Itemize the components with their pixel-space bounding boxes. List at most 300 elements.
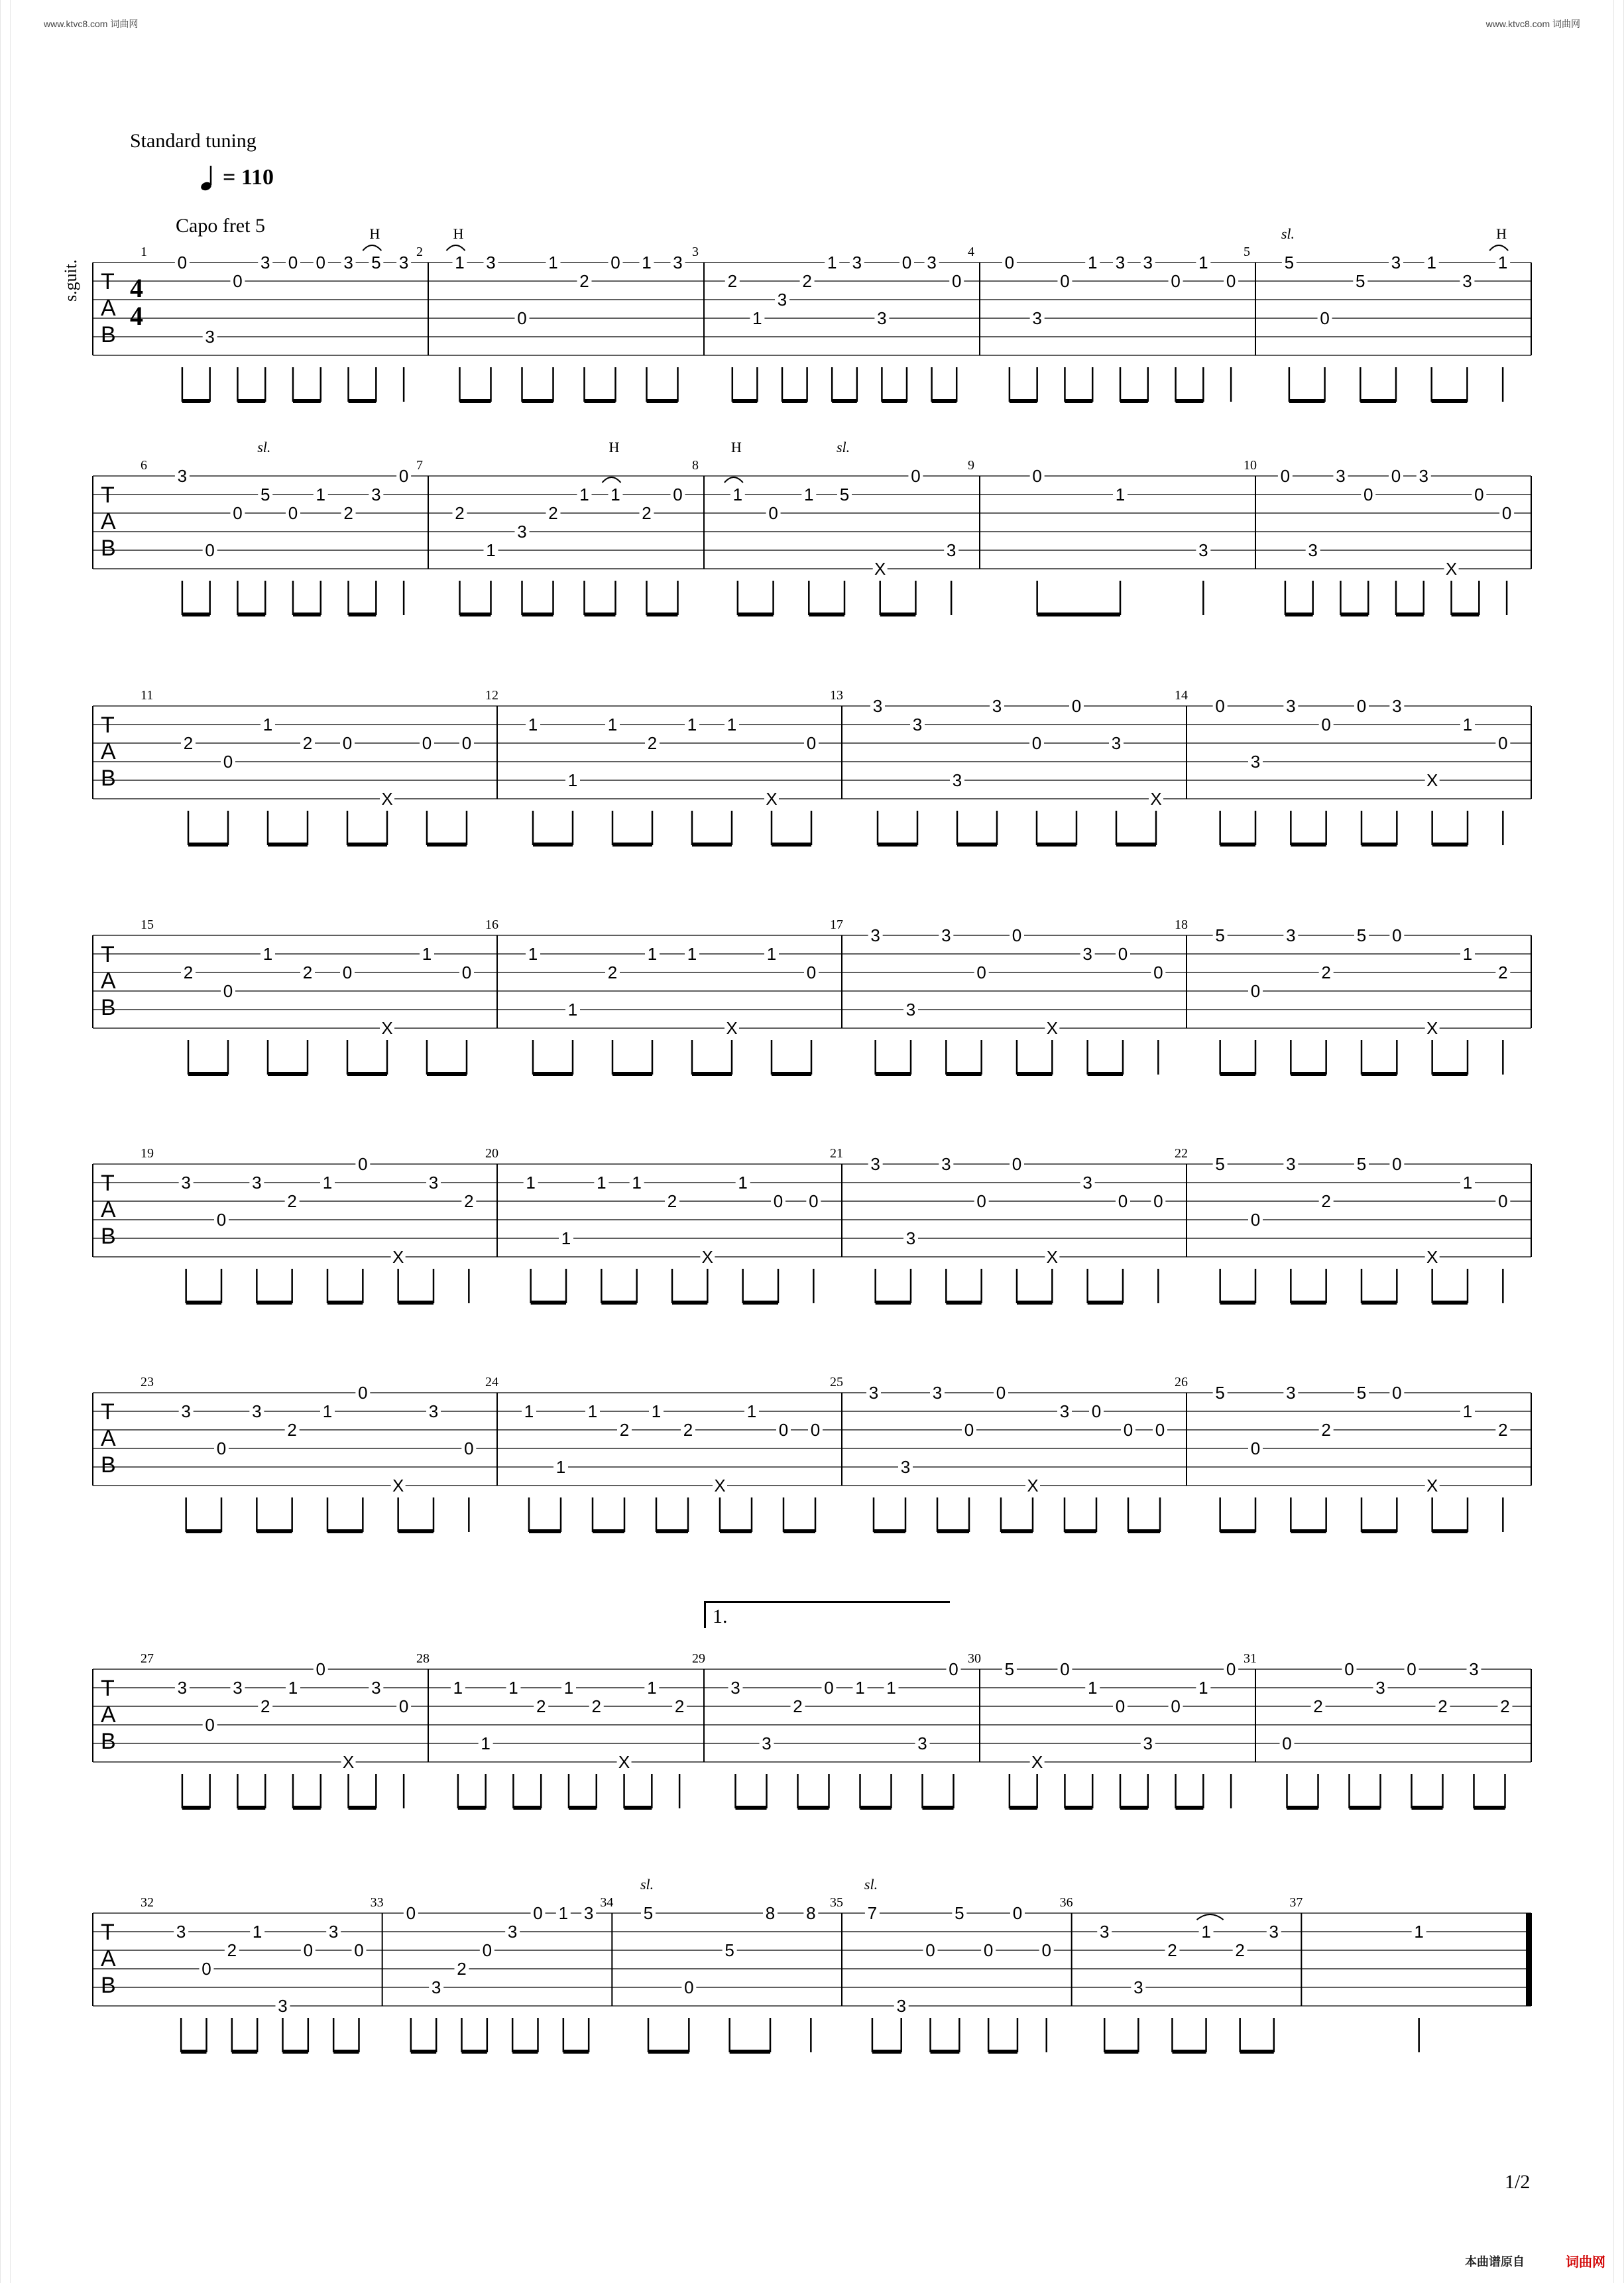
- measure-number: 10: [1244, 458, 1257, 473]
- slur-arc: [363, 245, 381, 251]
- fret-number: 2: [607, 963, 618, 982]
- fret-number: 0: [205, 540, 215, 560]
- beam: [730, 2050, 770, 2054]
- beam: [832, 399, 857, 403]
- beam: [237, 613, 265, 616]
- fret-number: 0: [684, 1977, 694, 1997]
- measure-number: 6: [141, 458, 147, 473]
- fret-number: 2: [591, 1696, 602, 1716]
- fret-number: 0: [303, 1940, 314, 1960]
- fret-number: 1: [579, 485, 589, 504]
- beam: [624, 1806, 652, 1810]
- fret-number: 0: [1032, 466, 1042, 486]
- fret-number: 0: [1155, 1420, 1165, 1440]
- beam: [1240, 2050, 1274, 2054]
- fret-number: 3: [900, 1457, 911, 1477]
- measure-number: 29: [692, 1651, 705, 1666]
- beam: [186, 1529, 221, 1533]
- tab-clef-letter: T: [101, 1676, 115, 1701]
- tab-system-svg: [93, 1876, 1531, 2074]
- fret-number: 3: [507, 1922, 518, 1942]
- fret-number: 5: [260, 485, 270, 504]
- muted-note: X: [714, 1476, 726, 1495]
- fret-number: 1: [647, 1678, 657, 1698]
- fret-number: 2: [1321, 963, 1331, 982]
- fret-number: 1: [855, 1678, 865, 1698]
- left-margin-strip: [0, 0, 11, 2283]
- fret-number: 3: [1462, 271, 1472, 291]
- fret-number: 5: [1284, 253, 1295, 272]
- fret-number: 3: [517, 522, 527, 542]
- fret-number: 3: [428, 1401, 439, 1421]
- fret-number: 0: [202, 1959, 211, 1979]
- beam: [462, 2050, 487, 2054]
- tab-system: [93, 439, 1531, 636]
- beam: [569, 1806, 597, 1810]
- beam: [188, 1072, 228, 1076]
- fret-number: 3: [328, 1922, 339, 1942]
- measure-number: 20: [485, 1146, 498, 1161]
- beam: [692, 843, 732, 847]
- beam: [738, 613, 774, 616]
- fret-number: 3: [992, 696, 1002, 716]
- fret-number: 1: [597, 1173, 607, 1193]
- beam: [585, 399, 616, 403]
- fret-number: 3: [398, 253, 409, 272]
- beam: [427, 1072, 467, 1076]
- beam: [327, 1301, 363, 1305]
- beam: [1065, 1529, 1096, 1533]
- muted-note: X: [342, 1752, 355, 1772]
- fret-number: 2: [464, 1191, 474, 1211]
- fret-number: 3: [1375, 1678, 1385, 1698]
- beam: [232, 2050, 257, 2054]
- fret-number: 3: [176, 1922, 186, 1942]
- beam: [1220, 1072, 1255, 1076]
- fret-number: 2: [1313, 1696, 1323, 1716]
- beam: [522, 399, 553, 403]
- fret-number: 0: [1392, 1383, 1402, 1403]
- tab-clef-letter: A: [101, 1197, 116, 1222]
- beam: [736, 1806, 767, 1810]
- fret-number: 2: [302, 733, 313, 753]
- fret-number: 1: [766, 944, 777, 964]
- fret-number: 0: [1004, 253, 1015, 272]
- fret-number: 2: [1321, 1191, 1331, 1211]
- fret-number: 0: [316, 253, 326, 272]
- fret-number: 0: [1123, 1420, 1133, 1440]
- beam: [932, 399, 957, 403]
- header-left-site[interactable]: www.ktvc8.com 词曲网: [44, 19, 139, 29]
- beam: [188, 843, 228, 847]
- fret-number: 3: [1392, 696, 1402, 716]
- fret-number: 1: [524, 1401, 534, 1421]
- beam: [783, 1529, 815, 1533]
- beam: [398, 1301, 434, 1305]
- fret-number: 3: [896, 1996, 906, 2016]
- fret-number: 3: [181, 1401, 191, 1421]
- fret-number: 2: [1498, 963, 1508, 982]
- first-ending-label: 1.: [713, 1606, 728, 1627]
- measure-number: 11: [141, 688, 154, 703]
- first-ending-bracket: [704, 1601, 950, 1628]
- beam: [257, 1301, 292, 1305]
- fret-number: 0: [464, 1438, 474, 1458]
- footer-source-label: 本曲谱原自: [1465, 2255, 1525, 2268]
- tab-clef-letter: A: [101, 739, 116, 764]
- fret-number: 0: [233, 271, 243, 291]
- beam: [1128, 1529, 1160, 1533]
- fret-number: 0: [406, 1903, 416, 1923]
- tab-clef-letter: A: [101, 509, 116, 534]
- fret-number: 3: [1111, 733, 1122, 753]
- fret-number: 0: [342, 733, 353, 753]
- beam: [182, 613, 210, 616]
- muted-note: X: [1426, 1247, 1438, 1267]
- fret-number: 1: [567, 1000, 578, 1020]
- fret-number: 0: [205, 1715, 215, 1735]
- tab-clef-letter: T: [101, 269, 115, 294]
- fret-number: 0: [1474, 485, 1484, 504]
- beam: [460, 399, 491, 403]
- fret-number: 3: [431, 1977, 441, 1997]
- fret-number: 5: [1356, 925, 1367, 945]
- right-margin-strip: [1613, 0, 1624, 2283]
- fret-number: 1: [555, 1457, 566, 1477]
- measure-number: 30: [968, 1651, 981, 1666]
- fret-number: 3: [1198, 540, 1208, 560]
- fret-number: 3: [1032, 308, 1042, 328]
- tempo-value: = 110: [223, 165, 274, 190]
- tab-clef-letter: T: [101, 483, 115, 508]
- fret-number: 0: [398, 1696, 409, 1716]
- fret-number: 1: [642, 253, 652, 272]
- tab-clef-letter: A: [101, 1426, 116, 1451]
- beam: [182, 399, 210, 403]
- fret-number: 0: [996, 1383, 1006, 1403]
- measure-number: 25: [830, 1375, 843, 1389]
- fret-number: 3: [583, 1903, 594, 1923]
- instrument-label: s.guit.: [61, 259, 80, 302]
- tab-clef-letter: T: [101, 713, 115, 738]
- beam: [1432, 1072, 1468, 1076]
- tab-system-svg: [93, 688, 1531, 866]
- fret-number: 1: [1087, 253, 1098, 272]
- fret-number: 8: [765, 1903, 776, 1923]
- measure-number: 9: [968, 458, 974, 473]
- fret-number: 3: [1286, 1154, 1296, 1174]
- fret-number: 3: [1269, 1922, 1279, 1942]
- fret-number: 1: [567, 770, 578, 790]
- tab-clef-letter: B: [101, 1452, 116, 1478]
- tab-clef-letter: A: [101, 296, 116, 321]
- fret-number: 3: [1059, 1401, 1070, 1421]
- measure-number: 2: [416, 245, 423, 259]
- hammer-on-mark: H: [453, 225, 464, 242]
- fret-number: 1: [886, 1678, 896, 1698]
- fret-number: 0: [1321, 715, 1331, 734]
- beam: [923, 1806, 954, 1810]
- fret-number: 2: [1500, 1696, 1510, 1716]
- fret-number: 3: [371, 1678, 381, 1698]
- beam: [1104, 2050, 1138, 2054]
- fret-number: 3: [260, 253, 270, 272]
- fret-number: 0: [976, 963, 986, 982]
- fret-number: 3: [946, 540, 957, 560]
- beam: [782, 399, 807, 403]
- fret-number: 0: [1356, 696, 1367, 716]
- beam: [268, 843, 308, 847]
- fret-number: 0: [964, 1420, 974, 1440]
- fret-number: 0: [911, 466, 921, 486]
- fret-number: 0: [233, 503, 243, 523]
- fret-number: 1: [1198, 1678, 1208, 1698]
- fret-number: 1: [548, 253, 558, 272]
- fret-number: 2: [579, 271, 589, 291]
- beam: [512, 2050, 538, 2054]
- fret-number: 3: [917, 1733, 927, 1753]
- quarter-note-icon: [200, 164, 216, 191]
- fret-number: 1: [1462, 1401, 1473, 1421]
- fret-number: 0: [398, 466, 409, 486]
- fret-number: 0: [949, 1659, 958, 1679]
- fret-number: 3: [1099, 1922, 1110, 1942]
- beam: [327, 1529, 363, 1533]
- measure-number: 31: [1244, 1651, 1257, 1666]
- beam: [1362, 1529, 1397, 1533]
- fret-number: 0: [1012, 925, 1022, 945]
- fret-number: 2: [183, 963, 194, 982]
- slur-arc: [447, 245, 465, 251]
- beam: [1120, 1806, 1148, 1810]
- fret-number: 1: [687, 715, 697, 734]
- fret-number: 7: [867, 1903, 878, 1923]
- fret-number: 3: [927, 253, 937, 272]
- beam: [798, 1806, 829, 1810]
- fret-number: 3: [1419, 466, 1429, 486]
- fret-number: 1: [1462, 1173, 1473, 1193]
- fret-number: 2: [1235, 1940, 1245, 1960]
- beam: [1360, 399, 1396, 403]
- fret-number: 1: [732, 485, 743, 504]
- fret-number: 3: [852, 253, 862, 272]
- fret-number: 0: [1250, 1438, 1261, 1458]
- tab-system: [93, 917, 1531, 1096]
- beam: [1362, 1072, 1397, 1076]
- fret-number: 2: [1498, 1420, 1508, 1440]
- fret-number: 1: [738, 1173, 748, 1193]
- fret-number: 3: [912, 715, 923, 734]
- beam: [957, 843, 997, 847]
- header-right-site[interactable]: www.ktvc8.com 词曲网: [1485, 19, 1580, 29]
- measure-number: 17: [830, 917, 843, 932]
- fret-number: 0: [1280, 466, 1291, 486]
- slide-mark: sl.: [640, 1876, 654, 1893]
- beam: [257, 1529, 292, 1533]
- fret-number: 0: [806, 733, 817, 753]
- fret-number: 1: [526, 1173, 536, 1193]
- fret-number: 1: [647, 944, 658, 964]
- fret-number: 8: [806, 1903, 816, 1923]
- fret-number: 1: [1462, 715, 1473, 734]
- beam: [1010, 1806, 1037, 1810]
- beam: [988, 2050, 1017, 2054]
- slide-mark: sl.: [837, 439, 850, 455]
- fret-number: 0: [517, 308, 527, 328]
- fret-number: 3: [762, 1733, 772, 1753]
- fret-number: 3: [1133, 1977, 1143, 1997]
- tab-clef-letter: T: [101, 1171, 115, 1196]
- fret-number: 1: [528, 944, 538, 964]
- beam: [293, 399, 321, 403]
- fret-number: 1: [486, 540, 496, 560]
- fret-number: 1: [316, 485, 326, 504]
- beam: [181, 2050, 206, 2054]
- hammer-on-mark: H: [1496, 225, 1507, 242]
- tab-clef-letter: A: [101, 1702, 116, 1727]
- fret-number: 3: [1286, 1383, 1296, 1403]
- muted-note: X: [1150, 789, 1162, 809]
- tab-clef-letter: B: [101, 1973, 116, 1998]
- fret-number: 2: [642, 503, 652, 523]
- beam: [1362, 843, 1397, 847]
- beam: [347, 1072, 387, 1076]
- beam: [268, 1072, 308, 1076]
- beam: [1116, 843, 1156, 847]
- muted-note: X: [726, 1018, 738, 1038]
- fret-number: 3: [870, 1154, 880, 1174]
- fret-number: 2: [674, 1696, 685, 1716]
- fret-number: 0: [358, 1383, 368, 1403]
- measure-number: 37: [1289, 1895, 1303, 1910]
- fret-number: 0: [951, 271, 962, 291]
- fret-number: 1: [563, 1678, 574, 1698]
- slur-arc: [1489, 245, 1508, 251]
- tab-clef-letter: B: [101, 995, 116, 1020]
- fret-number: 0: [1250, 1210, 1261, 1230]
- beam: [612, 1072, 652, 1076]
- fret-number: 0: [983, 1940, 994, 1960]
- fret-number: 5: [1215, 1383, 1225, 1403]
- tab-system-svg: [93, 1375, 1531, 1553]
- fret-number: 5: [955, 1903, 964, 1923]
- footer-site-logo[interactable]: 词曲网: [1566, 2255, 1605, 2270]
- beam: [1291, 1529, 1326, 1533]
- fret-number: 1: [1115, 485, 1126, 504]
- fret-number: 0: [1344, 1659, 1354, 1679]
- fret-number: 2: [455, 503, 465, 523]
- fret-number: 0: [1171, 271, 1181, 291]
- beam: [293, 1806, 321, 1810]
- fret-number: 1: [1201, 1922, 1211, 1942]
- tab-system-svg: [93, 917, 1531, 1096]
- beam: [809, 613, 844, 616]
- fret-number: 1: [610, 485, 620, 504]
- fret-number: 0: [216, 1438, 227, 1458]
- measure-number: 23: [141, 1375, 154, 1389]
- beam: [874, 1529, 905, 1533]
- muted-note: X: [392, 1476, 404, 1495]
- fret-number: 3: [428, 1173, 439, 1193]
- fret-number: 0: [610, 253, 620, 272]
- fret-number: 3: [1308, 540, 1318, 560]
- muted-note: X: [1046, 1018, 1059, 1038]
- measure-number: 3: [692, 245, 699, 259]
- beam: [1037, 843, 1076, 847]
- beam: [1017, 1072, 1052, 1076]
- slide-mark: sl.: [257, 439, 271, 455]
- fret-number: 3: [181, 1173, 191, 1193]
- beam: [411, 2050, 436, 2054]
- measure-number: 1: [141, 245, 147, 259]
- fret-number: 1: [1414, 1922, 1424, 1942]
- beam: [647, 613, 678, 616]
- beam: [347, 843, 387, 847]
- beam: [1432, 843, 1468, 847]
- fret-number: 1: [322, 1173, 333, 1193]
- beam: [1220, 843, 1255, 847]
- measure-number: 32: [141, 1895, 154, 1910]
- fret-number: 1: [1497, 253, 1508, 272]
- measure-number: 21: [830, 1146, 843, 1161]
- beam: [293, 613, 321, 616]
- final-barline: [1526, 1913, 1531, 2006]
- measure-number: 13: [830, 688, 843, 703]
- fret-number: 0: [778, 1420, 789, 1440]
- muted-note: X: [392, 1247, 404, 1267]
- fret-number: 0: [461, 733, 472, 753]
- beam: [880, 613, 916, 616]
- fret-number: 1: [422, 944, 432, 964]
- beam: [946, 1072, 981, 1076]
- fret-number: 0: [1282, 1733, 1292, 1753]
- fret-number: 5: [371, 253, 381, 272]
- beam: [1176, 399, 1204, 403]
- fret-number: 5: [1004, 1659, 1015, 1679]
- fret-number: 3: [777, 290, 787, 310]
- beam: [772, 843, 811, 847]
- fret-number: 2: [457, 1959, 467, 1979]
- tab-system-svg: [93, 439, 1531, 636]
- time-signature-bottom: 4: [130, 301, 143, 331]
- fret-number: 3: [868, 1383, 879, 1403]
- beam: [1291, 1072, 1326, 1076]
- fret-number: 0: [1118, 944, 1128, 964]
- fret-number: 0: [976, 1191, 986, 1211]
- fret-number: 3: [1250, 752, 1261, 772]
- measure-number: 22: [1175, 1146, 1188, 1161]
- tempo-marking: [200, 164, 274, 191]
- fret-number: 3: [1286, 925, 1296, 945]
- measure-number: 16: [485, 917, 498, 932]
- fret-number: 0: [342, 963, 353, 982]
- beam: [1396, 613, 1424, 616]
- tab-clef-letter: T: [101, 1920, 115, 1945]
- fret-number: 1: [508, 1678, 518, 1698]
- fret-number: 0: [768, 503, 778, 523]
- fret-number: 0: [1031, 733, 1042, 753]
- fret-number: 1: [607, 715, 618, 734]
- muted-note: X: [381, 789, 393, 809]
- beam: [1432, 399, 1468, 403]
- fret-number: 0: [1091, 1401, 1102, 1421]
- fret-number: 0: [1226, 271, 1236, 291]
- beam: [349, 399, 377, 403]
- fret-number: 3: [252, 1173, 262, 1193]
- beam: [1474, 1806, 1505, 1810]
- beam: [872, 2050, 901, 2054]
- fret-number: 0: [1118, 1191, 1128, 1211]
